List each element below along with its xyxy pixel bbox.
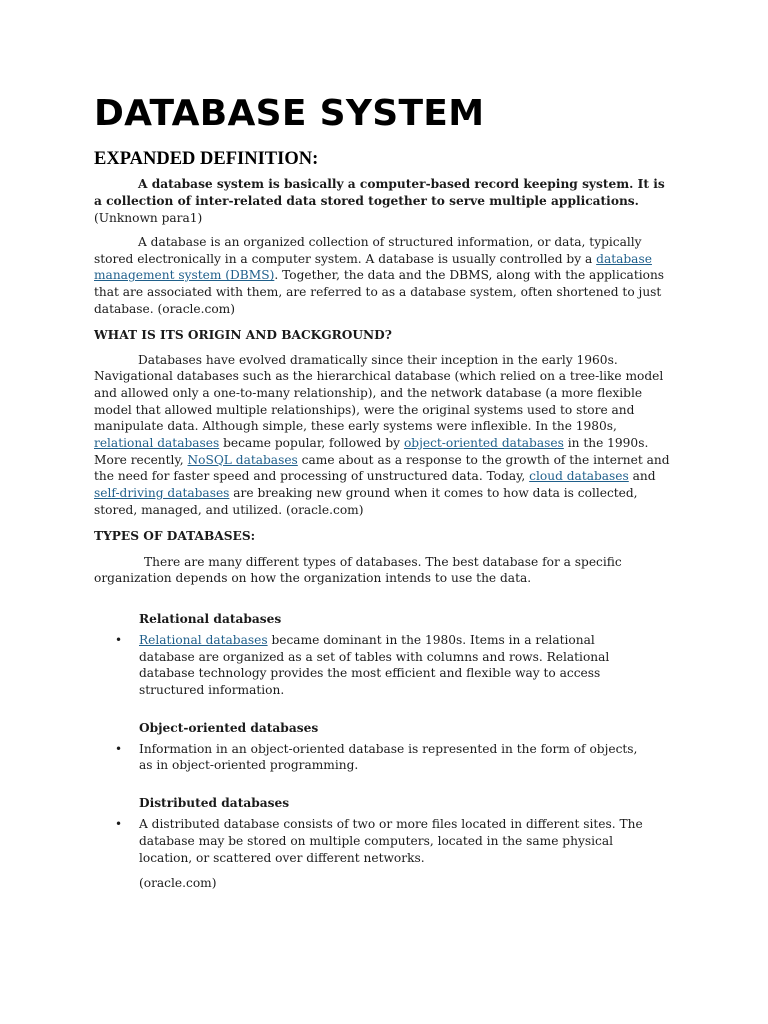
- intro-paragraph: [94, 176, 674, 227]
- source-citation: (oracle.com): [139, 876, 217, 891]
- intro-bold-text: A database system is basically a computer-based record keeping system. It is a collection of inter-related data stored together to serve multiple applications.: [94, 177, 665, 208]
- relational-text: became dominant in the 1980s. Items in a relational database are organized as a set of tables with columns and rows. Relational database technology provides the most efficient and flexible way to access structured information.: [139, 632, 610, 698]
- bullet-icon: •: [115, 817, 123, 832]
- link-cloud-databases[interactable]: cloud databases: [529, 469, 629, 484]
- subheading-object-oriented: Object-oriented databases: [139, 720, 319, 735]
- types-intro-paragraph: There are many different types of databases. The best database for a specific organization depends on how the organization intends to use the data.: [94, 554, 622, 586]
- subheading-relational: Relational databases: [139, 611, 282, 626]
- document-page: [94, 92, 674, 892]
- origin-paragraph: [94, 352, 674, 519]
- link-object-oriented-databases[interactable]: object-oriented databases: [403, 436, 564, 451]
- origin-text-5: and: [628, 469, 656, 484]
- origin-text-1: Databases have evolved dramatically since their inception in the early 1960s. Navigational databases such as the hierarchical database (which relied on a tree-like model and allowed only a one-to-many relationship), and the network database (a more flexible model that allowed multiple relationships), were the original systems used to store and manipulate data. Although simple, these early systems were inflexible. In the 1980s,: [94, 352, 664, 434]
- link-self-driving-databases[interactable]: self-driving databases: [94, 486, 230, 501]
- link-nosql-databases[interactable]: NoSQL databases: [187, 452, 298, 467]
- document-title: DATABASE SYSTEM: [94, 93, 485, 134]
- origin-text-4: came about as a response to the growth of the internet and the need for faster speed and processing of unstructured data. Today,: [94, 452, 670, 484]
- heading-origin-background: WHAT IS ITS ORIGIN AND BACKGROUND?: [94, 327, 392, 342]
- section-title-expanded-definition: EXPANDED DEFINITION:: [94, 149, 319, 169]
- object-oriented-text: Information in an object-oriented database is represented in the form of objects, as in object-oriented programming.: [139, 741, 638, 773]
- origin-text-6: are breaking new ground when it comes to how data is collected, stored, managed, and utilized. (oracle.com): [94, 486, 638, 517]
- bullet-icon: •: [115, 632, 123, 647]
- link-relational-databases[interactable]: relational databases: [94, 436, 220, 451]
- distributed-text: A distributed database consists of two or more files located in different sites. The database may be stored on multiple computers, located in the same physical location, or scattered over different networks.: [139, 817, 643, 865]
- link-dbms[interactable]: database management system (DBMS): [94, 251, 652, 283]
- origin-text-2: became popular, followed by: [219, 436, 404, 451]
- list-item-distributed: [115, 816, 674, 866]
- heading-types-of-databases: TYPES OF DATABASES:: [94, 528, 256, 543]
- link-relational-databases-list[interactable]: Relational databases: [139, 632, 268, 647]
- subheading-distributed: Distributed databases: [139, 796, 290, 811]
- definition-paragraph: [94, 234, 674, 318]
- definition-text-2: . Together, the data and the DBMS, along with the applications that are associated with them, are referred to as a database system, often shortened to just database. (oracle.com): [94, 268, 665, 316]
- list-item-relational: [115, 632, 674, 699]
- definition-text-1: A database is an organized collection of structured information, or data, typically stored electronically in a computer system. A database is usually controlled by a: [94, 235, 642, 266]
- list-item-object-oriented: [115, 741, 674, 774]
- bullet-icon: •: [115, 741, 123, 756]
- intro-citation: (Unknown para1): [94, 211, 203, 225]
- origin-text-3: in the 1990s. More recently,: [94, 436, 649, 467]
